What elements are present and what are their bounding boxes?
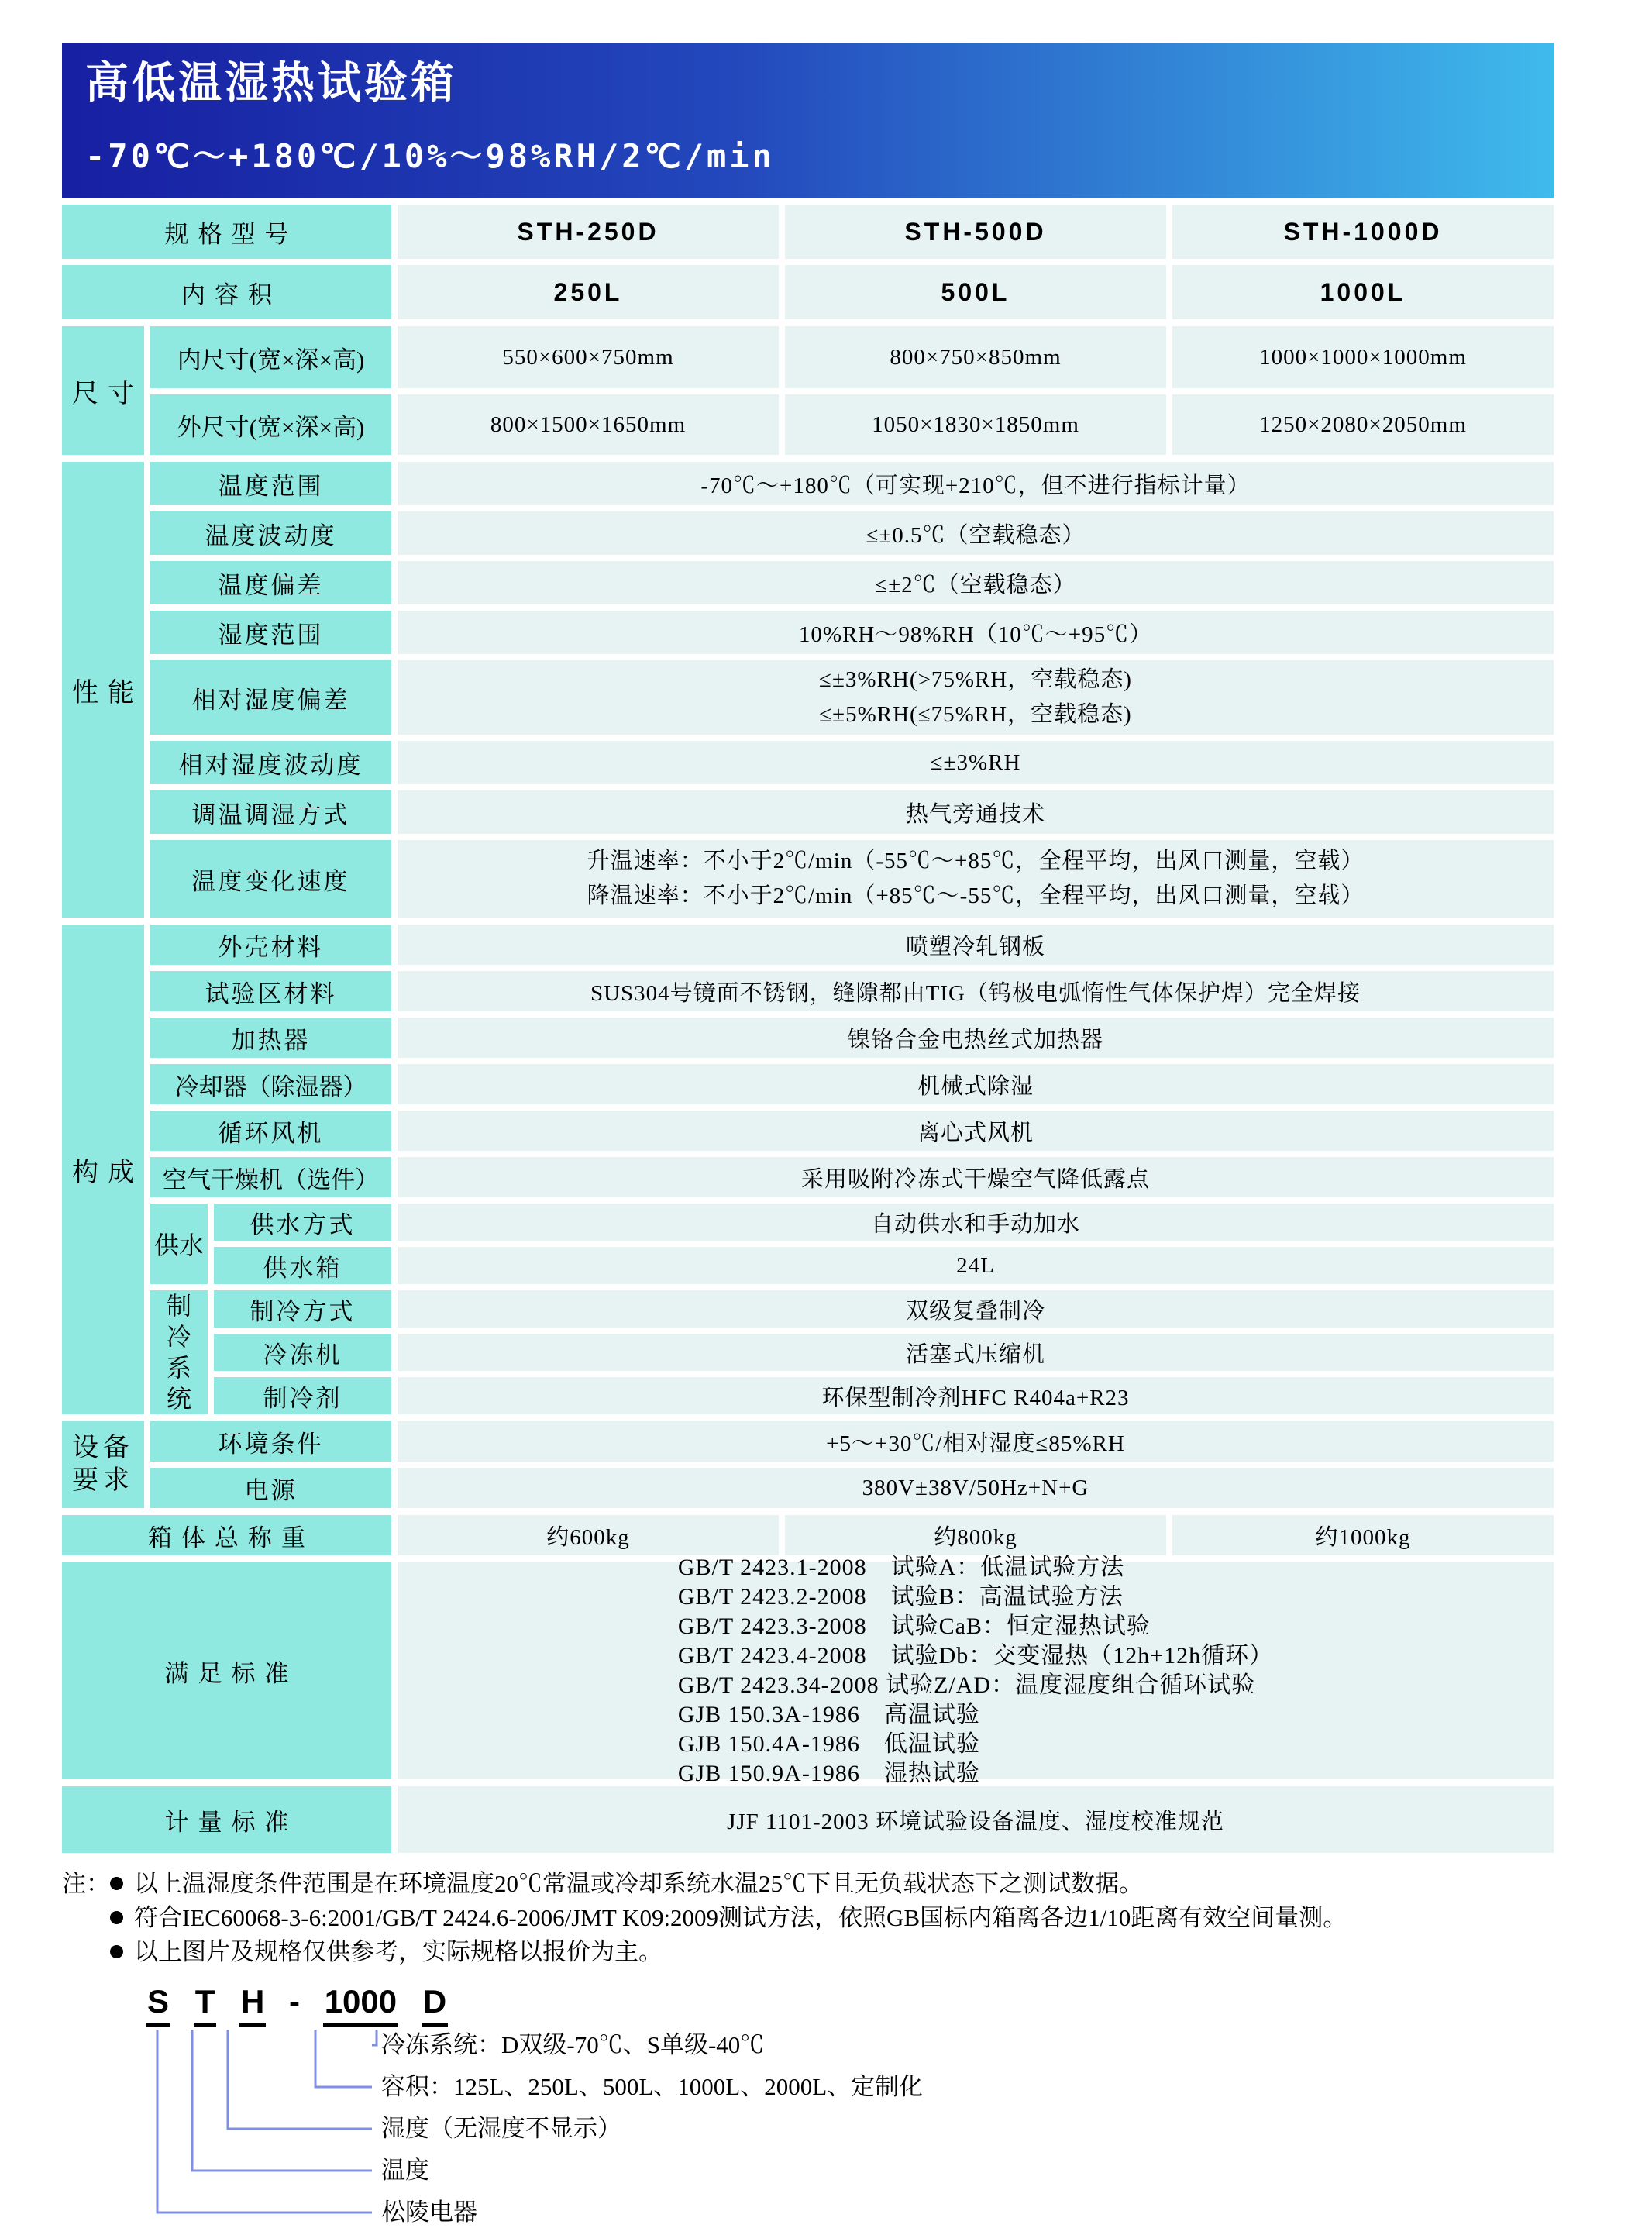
standards-list [678, 1553, 1273, 1789]
outer-size-value: 800×1500×1650mm [398, 394, 779, 455]
code-letter-t: T [194, 1983, 217, 2027]
code-dash: - [289, 1983, 301, 2020]
row-label: 制冷剂 [214, 1377, 391, 1414]
row-value-line: 升温速率：不小于2℃/min（-55℃～+85℃，全程平均，出风口测量，空载） [587, 849, 1365, 874]
spec-table-models [62, 205, 1554, 319]
standard-line: GB/T 2423.4-2008 试验Db：交变湿热（12h+12h循环） [677, 1643, 1274, 1668]
row-label-standards: 满足标准 [62, 1562, 391, 1779]
page-subtitle: -70℃～+180℃/10%～98%RH/2℃/min [85, 137, 775, 175]
row-value: 24L [398, 1247, 1554, 1284]
volume-value: 500L [785, 265, 1166, 319]
row-label-inner-size: 内尺寸(宽×深×高) [150, 326, 391, 388]
row-label: 供水箱 [214, 1247, 391, 1284]
row-label: 湿度范围 [150, 611, 391, 654]
weight-value: 约800kg [785, 1515, 1166, 1555]
row-value: 喷塑冷轧钢板 [398, 925, 1554, 965]
code-letter-d: D [422, 1983, 448, 2027]
row-label: 供水方式 [214, 1204, 391, 1241]
standard-line: GB/T 2423.2-2008 试验B：高温试验方法 [677, 1584, 1124, 1610]
outer-size-value: 1050×1830×1850mm [785, 394, 1166, 455]
row-label: 温度偏差 [150, 561, 391, 604]
footnote-item [110, 1935, 1347, 1969]
row-label: 温度变化速度 [150, 840, 391, 918]
bullet-icon [110, 1877, 123, 1890]
row-value: 活塞式压缩机 [398, 1334, 1554, 1371]
row-value: 环保型制冷剂HFC R404a+R23 [398, 1377, 1554, 1414]
standard-line: GJB 150.3A-1986 高温试验 [677, 1702, 980, 1727]
footnote-item [110, 1901, 1347, 1935]
spec-table-calibration [62, 1786, 1554, 1853]
row-label-calibration: 计量标准 [62, 1786, 391, 1853]
standard-line: GB/T 2423.3-2008 试验CaB：恒定湿热试验 [677, 1613, 1151, 1639]
footnote-items [110, 1867, 1347, 1969]
outer-size-value: 1250×2080×2050mm [1172, 394, 1554, 455]
model-value: STH-1000D [1172, 205, 1554, 259]
section-label-dimensions: 尺寸 [62, 326, 144, 455]
row-label: 环境条件 [150, 1421, 391, 1462]
row-value-line: ≤±3%RH(>75%RH，空载稳态) [819, 667, 1132, 693]
row-value: ≤±2℃（空载稳态） [398, 561, 1554, 604]
row-label: 温度波动度 [150, 511, 391, 555]
model-value: STH-250D [398, 205, 779, 259]
row-label: 相对湿度偏差 [150, 660, 391, 735]
section-label-performance: 性能 [62, 462, 144, 918]
row-value [398, 660, 1554, 735]
calibration-value: JJF 1101-2003 环境试验设备温度、湿度校准规范 [398, 1786, 1554, 1853]
row-value: +5～+30℃/相对湿度≤85%RH [398, 1421, 1554, 1462]
row-label: 制冷方式 [214, 1290, 391, 1328]
row-value-line: ≤±5%RH(≤75%RH，空载稳态) [819, 702, 1132, 727]
row-label: 相对湿度波动度 [150, 741, 391, 784]
row-value: 采用吸附冷冻式干燥空气降低露点 [398, 1157, 1554, 1197]
weight-value: 约1000kg [1172, 1515, 1554, 1555]
model-value: STH-500D [785, 205, 1166, 259]
volume-value: 1000L [1172, 265, 1554, 319]
group-label-refrigeration: 制冷系统 [150, 1290, 208, 1414]
bullet-icon [110, 1945, 123, 1958]
standard-line: GB/T 2423.34-2008 试验Z/AD：温度湿度组合循环试验 [677, 1672, 1256, 1698]
inner-size-value: 1000×1000×1000mm [1172, 326, 1554, 388]
page [62, 43, 1554, 2228]
section-label-requirements: 设备要求 [62, 1421, 144, 1508]
row-value: 自动供水和手动加水 [398, 1204, 1554, 1241]
weight-value: 约600kg [398, 1515, 779, 1555]
code-number: 1000 [323, 1983, 398, 2027]
model-code-legend [62, 1980, 1302, 2228]
code-letter-s: S [146, 1983, 170, 2027]
standard-line: GB/T 2423.1-2008 试验A：低温试验方法 [677, 1555, 1125, 1580]
row-value: 热气旁通技术 [398, 790, 1554, 834]
inner-size-value: 800×750×850mm [785, 326, 1166, 388]
standard-line: GJB 150.9A-1986 湿热试验 [677, 1761, 980, 1786]
row-label: 冷却器（除湿器） [150, 1064, 391, 1104]
legend-entry: 温度 [381, 2157, 429, 2184]
row-label: 调温调湿方式 [150, 790, 391, 834]
spec-table-weight [62, 1515, 1554, 1555]
row-label: 温度范围 [150, 462, 391, 505]
row-value: ≤±0.5℃（空载稳态） [398, 511, 1554, 555]
row-value: 10%RH～98%RH（10℃～+95℃） [398, 611, 1554, 654]
row-label-weight: 箱体总称重 [62, 1515, 391, 1555]
row-label: 电源 [150, 1468, 391, 1508]
legend-entry: 松陵电器 [381, 2199, 477, 2226]
spec-table-requirements [62, 1421, 1554, 1508]
row-label: 试验区材料 [150, 971, 391, 1011]
footnote-item [110, 1867, 1347, 1901]
row-value: 离心式风机 [398, 1111, 1554, 1151]
row-label: 外壳材料 [150, 925, 391, 965]
row-value: -70℃～+180℃（可实现+210℃，但不进行指标计量） [398, 462, 1554, 505]
row-value: 机械式除湿 [398, 1064, 1554, 1104]
spec-table-dimensions [62, 326, 1554, 455]
spec-table-performance [62, 462, 1554, 918]
row-label: 循环风机 [150, 1111, 391, 1151]
row-label-models: 规格型号 [62, 205, 391, 259]
page-title: 高低温湿热试验箱 [85, 58, 457, 107]
spec-table-standards [62, 1555, 1554, 1786]
footnotes [62, 1867, 1554, 1969]
row-label: 加热器 [150, 1018, 391, 1058]
standard-line: GJB 150.4A-1986 低温试验 [677, 1731, 980, 1757]
footnote-prefix: 注： [62, 1870, 110, 1897]
standards-cell [398, 1555, 1554, 1786]
volume-value: 250L [398, 265, 779, 319]
code-letter-h: H [239, 1983, 266, 2027]
row-value: 镍铬合金电热丝式加热器 [398, 1018, 1554, 1058]
section-label-construction: 构成 [62, 925, 144, 1414]
row-label: 冷冻机 [214, 1334, 391, 1371]
model-code [146, 1983, 462, 2027]
row-value: 双级复叠制冷 [398, 1290, 1554, 1328]
group-label-water: 供水 [150, 1204, 208, 1284]
row-label: 空气干燥机（选件） [150, 1157, 391, 1197]
footnote-text: 以上温湿度条件范围是在环境温度20℃常温或冷却系统水温25℃下且无负载状态下之测试数据。 [134, 1870, 1143, 1897]
footnote-text: 以上图片及规格仅供参考，实际规格以报价为主。 [134, 1938, 663, 1965]
row-value: ≤±3%RH [398, 741, 1554, 784]
header-banner [62, 43, 1554, 198]
bullet-icon [110, 1911, 123, 1924]
row-value-line: 降温速率：不小于2℃/min（+85℃～-55℃，全程平均，出风口测量，空载） [587, 883, 1365, 908]
legend-entry: 湿度（无湿度不显示） [381, 2115, 621, 2142]
row-label-volume: 内容积 [62, 265, 391, 319]
row-value [398, 840, 1554, 918]
legend-entry: 冷冻系统：D双级-70℃、S单级-40℃ [381, 2031, 765, 2058]
legend-entry: 容积：125L、250L、500L、1000L、2000L、定制化 [381, 2073, 924, 2100]
row-value: SUS304号镜面不锈钢，缝隙都由TIG（钨极电弧惰性气体保护焊）完全焊接 [398, 971, 1554, 1011]
spec-table-construction [62, 925, 1554, 1414]
inner-size-value: 550×600×750mm [398, 326, 779, 388]
row-value: 380V±38V/50Hz+N+G [398, 1468, 1554, 1508]
footnote-text: 符合IEC60068-3-6:2001/GB/T 2424.6-2006/JMT K09:2009测试方法，依照GB国标内箱离各边1/10距离有效空间量测。 [134, 1904, 1347, 1931]
row-label-outer-size: 外尺寸(宽×深×高) [150, 394, 391, 455]
